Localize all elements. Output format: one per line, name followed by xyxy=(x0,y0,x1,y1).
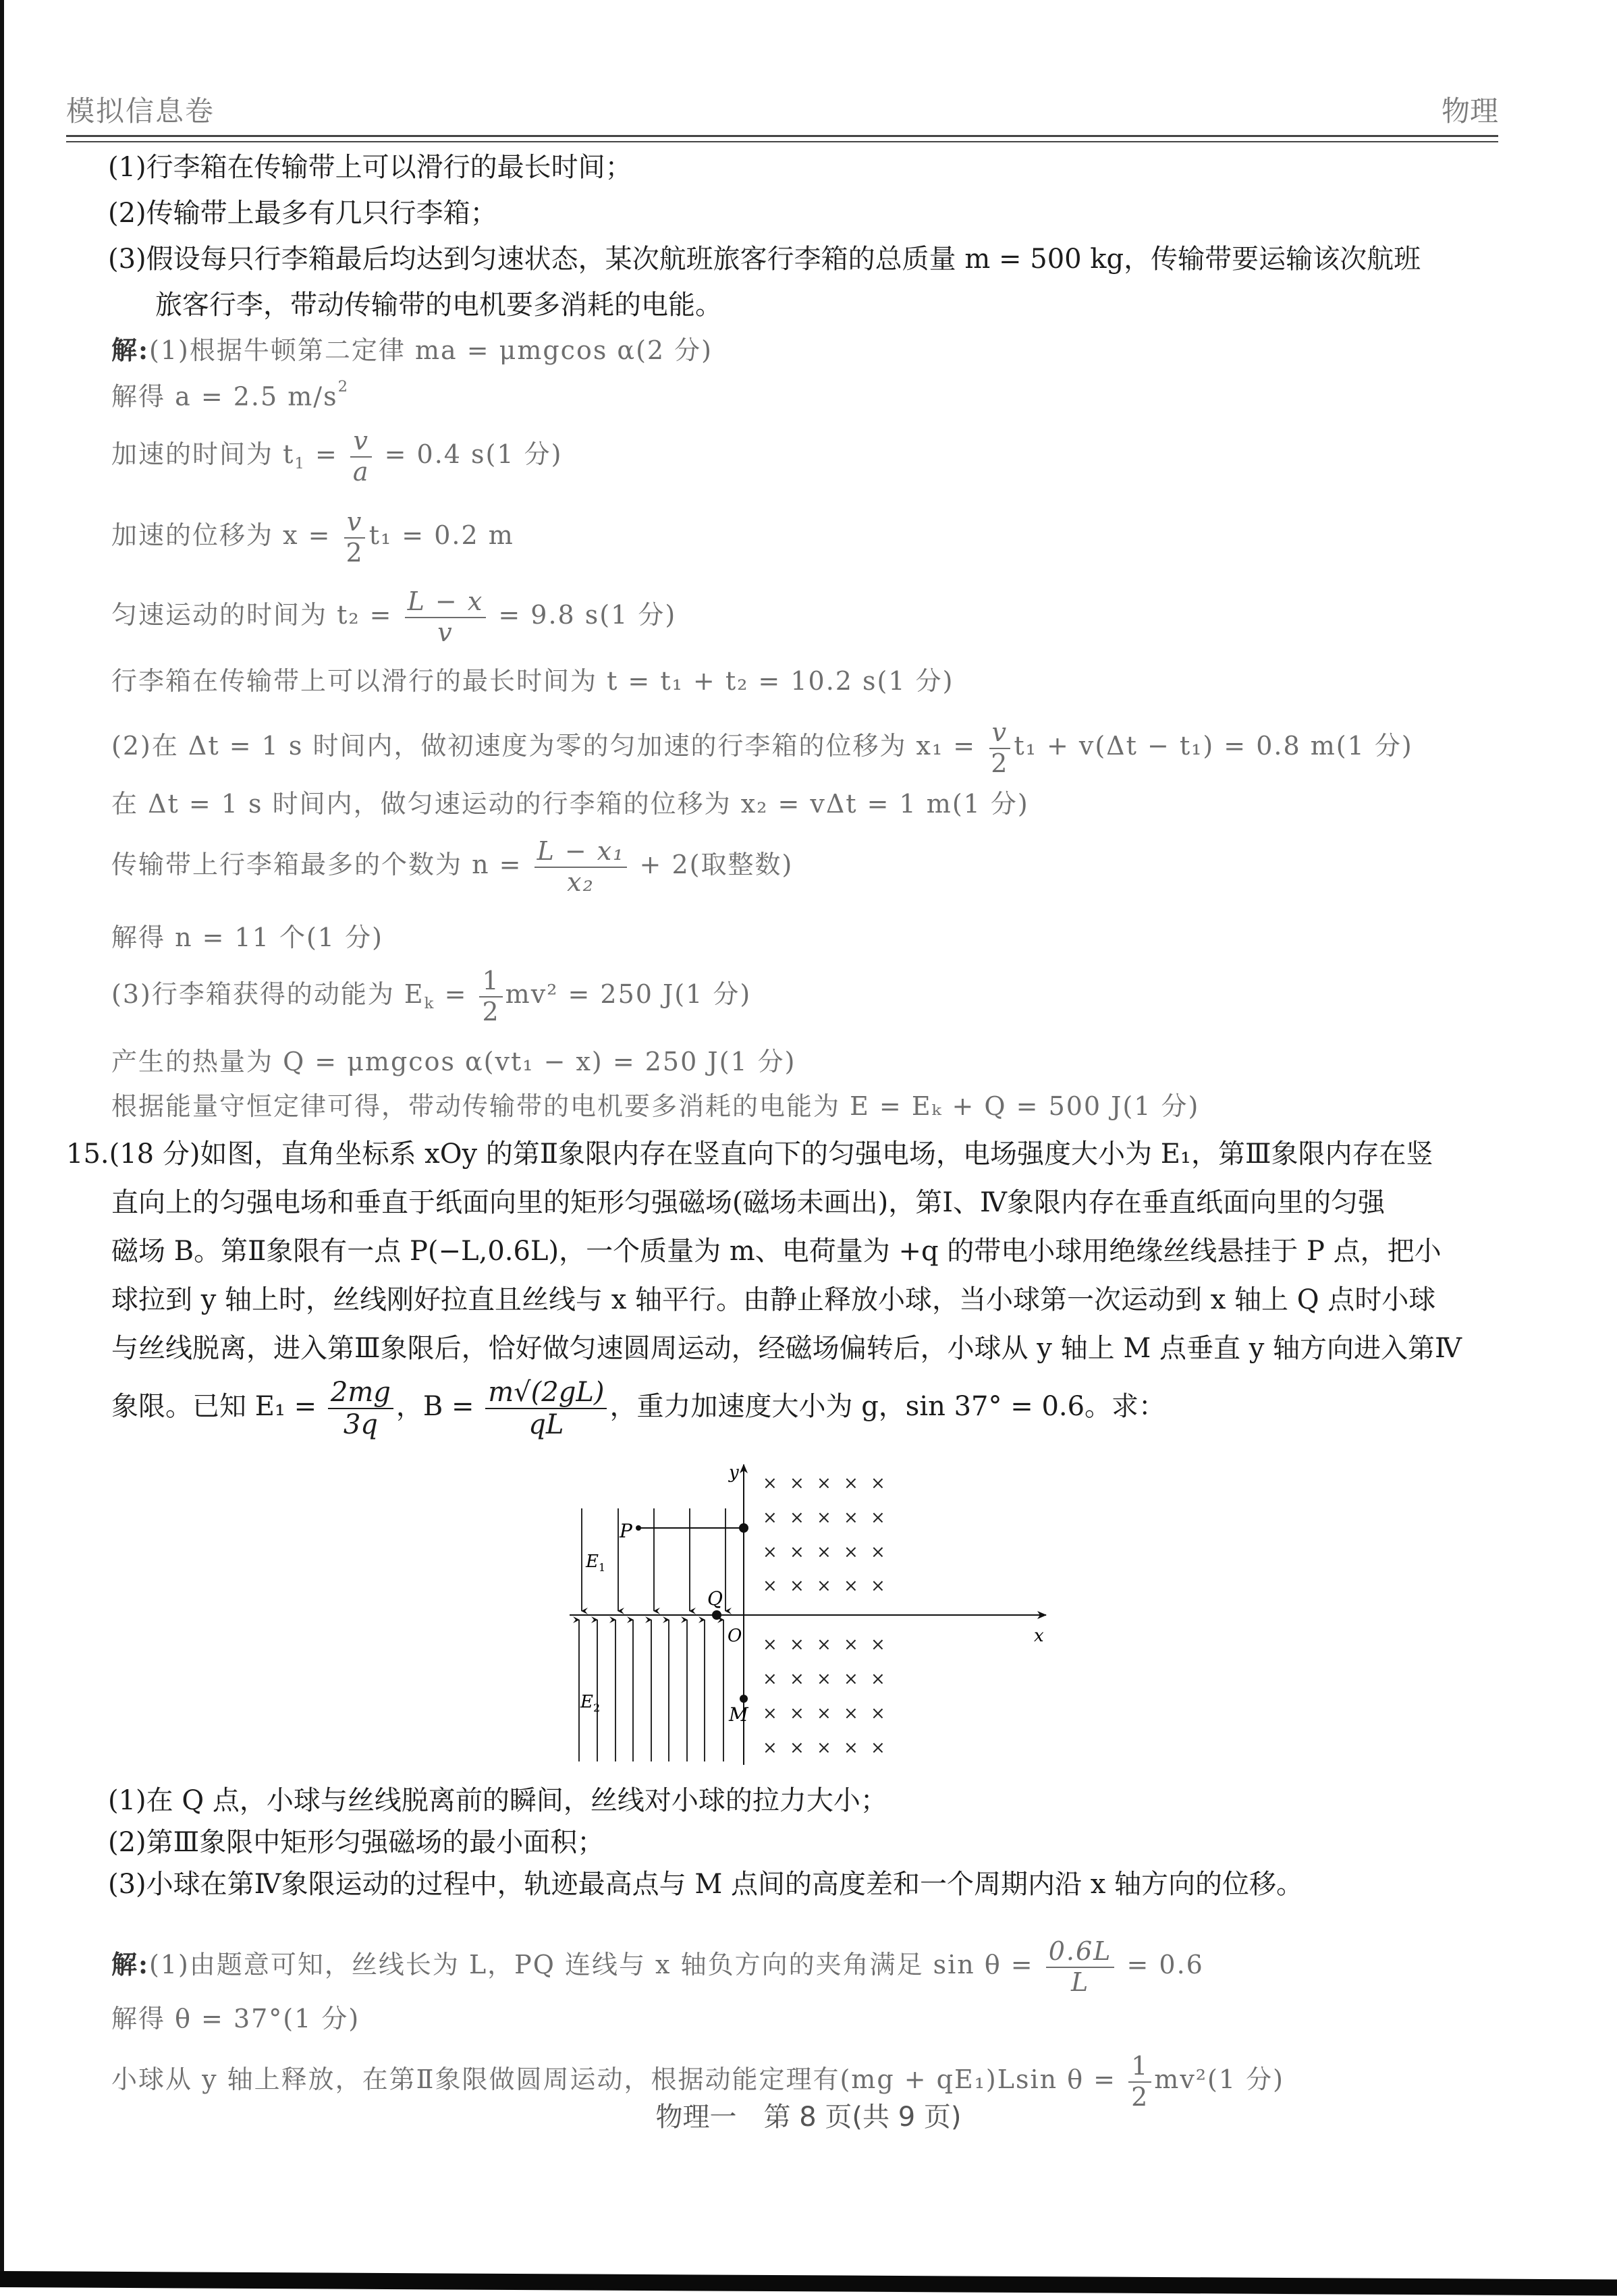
equals: = xyxy=(305,439,348,470)
solution-text: + 2(取整数) xyxy=(630,850,794,880)
denominator: 2 xyxy=(482,996,500,1027)
numerator: L − x xyxy=(405,587,487,618)
question-text: ，B = xyxy=(395,1391,483,1422)
cross-icon: × xyxy=(871,1669,885,1689)
cross-icon: × xyxy=(763,1542,777,1562)
solution-text: t₁ = 0.2 m xyxy=(368,520,514,551)
q15-part-1: (1)在 Q 点，小球与丝线脱离前的瞬间，丝线对小球的拉力大小； xyxy=(108,1785,887,1816)
q14-solution-line-12: 产生的热量为 Q = μmgcos α(vt₁ − x) = 250 J(1 分) xyxy=(111,1047,796,1076)
cross-icon: × xyxy=(763,1738,777,1758)
cross-icon: × xyxy=(817,1542,831,1562)
numerator: 2mg xyxy=(328,1377,393,1409)
solution-text: mv² = 250 J(1 分) xyxy=(505,979,752,1010)
solution-text: = 9.8 s(1 分) xyxy=(489,600,677,630)
q15-stem-line-6 xyxy=(111,1377,1166,1440)
cross-icon: × xyxy=(844,1635,858,1655)
header-series-title: 模拟信息卷 xyxy=(66,94,215,128)
point-p xyxy=(636,1525,641,1531)
q14-solution-line-13: 根据能量守恒定律可得，带动传输带的电机要多消耗的电能为 E = Eₖ + Q = 500 J(1 分) xyxy=(111,1091,1200,1121)
solution-text: 解得 a = 2.5 m/s xyxy=(111,381,338,412)
cross-icon: × xyxy=(817,1473,831,1494)
e2-field-lines xyxy=(579,1620,723,1761)
q14-solution-line-10: 解得 n = 11 个(1 分) xyxy=(111,923,383,952)
numerator: v xyxy=(344,508,365,539)
q15-part-2: (2)第Ⅲ象限中矩形匀强磁场的最小面积； xyxy=(108,1827,605,1858)
denominator: a xyxy=(352,456,370,487)
cross-icon: × xyxy=(844,1669,858,1689)
cross-icon: × xyxy=(871,1473,885,1494)
cross-icon: × xyxy=(790,1669,804,1689)
e1-label: $E_1$ xyxy=(586,1552,606,1574)
numerator: 1 xyxy=(479,966,502,997)
question-text: 象限。已知 E₁ = xyxy=(111,1391,325,1422)
fraction xyxy=(405,587,487,647)
denominator: L xyxy=(1070,1967,1090,1997)
q14-solution-line-5 xyxy=(111,587,676,647)
cross-icon: × xyxy=(763,1635,777,1655)
q14-part-3: (3)假设每只行李箱最后均达到匀速状态，某次航班旅客行李箱的总质量 m = 500 kg，传输带要运输该次航班 xyxy=(108,244,1421,275)
cross-icon: × xyxy=(844,1576,858,1596)
q15-stem-line-3: 磁场 B。第Ⅱ象限有一点 P(−L,0.6L)，一个质量为 m、电荷量为 +q 的带电小球用绝缘丝线悬挂于 P 点，把小 xyxy=(111,1236,1442,1267)
scan-edge-bottom xyxy=(0,2271,1617,2296)
q14-solution-line-11 xyxy=(111,966,751,1027)
denominator: 2 xyxy=(346,537,364,568)
q14-solution-line-2 xyxy=(111,379,349,410)
point-m xyxy=(740,1695,748,1703)
denominator: qL xyxy=(528,1409,564,1440)
subscript: k xyxy=(424,995,435,1013)
field-diagram xyxy=(560,1451,1053,1775)
fraction xyxy=(479,966,502,1027)
numerator: 1 xyxy=(1128,2052,1151,2083)
q15-solution-line-1 xyxy=(111,1937,1204,1997)
solution-label: 解: xyxy=(111,1949,150,1980)
solution-text: (2)在 Δt = 1 s 时间内，做初速度为零的匀加速的行李箱的位移为 x₁ = xyxy=(111,731,986,761)
denominator: 2 xyxy=(1131,2081,1149,2112)
solution-text: = 0.6 xyxy=(1117,1950,1204,1980)
q14-solution-line-4 xyxy=(111,508,514,568)
q15-stem-line-5: 与丝线脱离，进入第Ⅲ象限后，恰好做匀速圆周运动，经磁场偏转后，小球从 y 轴上 M 点垂直 y 轴方向进入第Ⅳ xyxy=(111,1333,1462,1364)
numerator: v xyxy=(350,427,371,458)
q15-part-3: (3)小球在第Ⅳ象限运动的过程中，轨迹最高点与 M 点间的高度差和一个周期内沿 x 轴方向的位移。 xyxy=(108,1869,1303,1900)
question-text: 如图，直角坐标系 xOy 的第Ⅱ象限内存在竖直向下的匀强电场，电场强度大小为 E₁，第Ⅲ象限内存在竖 xyxy=(200,1139,1433,1170)
numerator: L − x₁ xyxy=(535,837,628,868)
scan-edge xyxy=(0,0,4,2287)
cross-icon: × xyxy=(790,1703,804,1724)
cross-icon: × xyxy=(790,1542,804,1562)
cross-icon: × xyxy=(790,1635,804,1655)
cross-icon: × xyxy=(817,1508,831,1528)
page-footer: 物理一 第 8 页(共 9 页) xyxy=(655,2102,962,2133)
cross-icon: × xyxy=(763,1508,777,1528)
numerator: v xyxy=(989,718,1010,749)
cross-icon: × xyxy=(790,1508,804,1528)
cross-icon: × xyxy=(817,1738,831,1758)
p-label: P xyxy=(620,1520,632,1542)
x-label: x xyxy=(1034,1626,1044,1646)
subscript: 1 xyxy=(294,455,306,473)
cross-icon: × xyxy=(763,1703,777,1724)
q14-solution-line-1 xyxy=(111,337,713,363)
denominator: 3q xyxy=(343,1409,378,1440)
fraction-b xyxy=(485,1377,607,1440)
q14-part-3-cont: 旅客行李，带动传输带的电机要多消耗的电能。 xyxy=(155,290,722,321)
numerator: m√(2gL) xyxy=(485,1377,607,1409)
solution-text: 加速的时间为 t xyxy=(111,439,295,470)
cross-icon: × xyxy=(871,1738,885,1758)
header-subject: 物理 xyxy=(1441,94,1498,128)
fraction xyxy=(344,508,366,568)
q-label: Q xyxy=(707,1587,723,1610)
page-header xyxy=(66,89,1498,130)
cross-icon: × xyxy=(871,1542,885,1562)
cross-icon: × xyxy=(790,1473,804,1494)
solution-text: (1)由题意可知，丝线长为 L，PQ 连线与 x 轴负方向的夹角满足 sin θ = xyxy=(149,1950,1043,1980)
cross-icon: × xyxy=(844,1508,858,1528)
numerator: 0.6L xyxy=(1046,1937,1115,1968)
superscript: 2 xyxy=(337,378,350,395)
cross-icon: × xyxy=(817,1669,831,1689)
solution-text: t₁ + v(Δt − t₁) = 0.8 m(1 分) xyxy=(1014,731,1413,761)
e2-label: $E_2$ xyxy=(580,1692,601,1714)
cross-icon: × xyxy=(871,1703,885,1724)
cross-icon: × xyxy=(790,1738,804,1758)
solution-text: = 0.4 s(1 分) xyxy=(375,439,563,470)
q14-solution-line-7 xyxy=(111,718,1413,778)
cross-icon: × xyxy=(790,1576,804,1596)
q14-part-1: (1)行李箱在传输带上可以滑行的最长时间； xyxy=(108,152,632,183)
q14-solution-line-8: 在 Δt = 1 s 时间内，做匀速运动的行李箱的位移为 x₂ = vΔt = 1 m(1 分) xyxy=(111,789,1029,819)
cross-icon: × xyxy=(817,1635,831,1655)
denominator: 2 xyxy=(991,748,1009,778)
point-q xyxy=(712,1610,721,1620)
q15-stem-line-2: 直向上的匀强电场和垂直于纸面向里的矩形匀强磁场(磁场未画出)，第Ⅰ、Ⅳ象限内存在垂直纸面向里的匀强 xyxy=(111,1187,1385,1218)
cross-icon: × xyxy=(844,1703,858,1724)
cross-icon: × xyxy=(817,1703,831,1724)
q14-solution-line-9 xyxy=(111,837,793,897)
q14-solution-line-6: 行李箱在传输带上可以滑行的最长时间为 t = t₁ + t₂ = 10.2 s(1 分) xyxy=(111,666,954,696)
q14-part-2: (2)传输带上最多有几只行李箱； xyxy=(108,198,497,229)
solution-text: (1)根据牛顿第二定律 ma = μmgcos α(2 分) xyxy=(149,335,713,365)
question-text: ，重力加速度大小为 g，sin 37° = 0.6。求： xyxy=(609,1391,1166,1422)
m-label: M xyxy=(729,1703,748,1726)
fraction xyxy=(350,427,373,487)
ball-start xyxy=(739,1523,748,1533)
cross-icon: × xyxy=(763,1576,777,1596)
question-number: 15. xyxy=(66,1139,109,1170)
denominator: x₂ xyxy=(567,867,595,897)
q15-stem-line-4: 球拉到 y 轴上时，丝线刚好拉直且丝线与 x 轴平行。由静止释放小球，当小球第一次运动到 x 轴上 Q 点时小球 xyxy=(111,1284,1436,1315)
e1-field-lines xyxy=(582,1508,725,1611)
cross-icon: × xyxy=(763,1473,777,1494)
cross-icon: × xyxy=(871,1508,885,1528)
solution-label: 解: xyxy=(111,335,150,365)
cross-icon: × xyxy=(763,1669,777,1689)
header-rule-top xyxy=(66,135,1498,137)
equals: = xyxy=(435,979,477,1010)
fraction-e1 xyxy=(328,1377,393,1440)
solution-text: 匀速运动的时间为 t₂ = xyxy=(111,600,402,630)
solution-text: (3)行李箱获得的动能为 E xyxy=(111,979,424,1010)
fraction xyxy=(535,837,628,897)
header-rule-bottom xyxy=(66,141,1498,142)
q15-solution-line-2: 解得 θ = 37°(1 分) xyxy=(111,2004,360,2033)
q14-solution-line-3 xyxy=(111,427,562,487)
fraction xyxy=(988,718,1011,778)
fraction xyxy=(1046,1937,1115,1997)
question-points: (18 分) xyxy=(109,1139,200,1170)
denominator: v xyxy=(437,617,454,647)
cross-icon: × xyxy=(817,1576,831,1596)
solution-text: 小球从 y 轴上释放，在第Ⅱ象限做圆周运动，根据动能定理有(mg + qE₁)Lsin θ = xyxy=(111,2065,1126,2095)
solution-text: mv²(1 分) xyxy=(1154,2065,1284,2095)
solution-text: 传输带上行李箱最多的个数为 n = xyxy=(111,850,532,880)
cross-icon: × xyxy=(844,1542,858,1562)
cross-icon: × xyxy=(871,1635,885,1655)
q15-stem-line-1 xyxy=(66,1141,1433,1168)
solution-text: 加速的位移为 x = xyxy=(111,520,341,551)
cross-icon: × xyxy=(844,1473,858,1494)
y-label: y xyxy=(729,1463,739,1483)
cross-icon: × xyxy=(871,1576,885,1596)
cross-icon: × xyxy=(844,1738,858,1758)
origin-label: O xyxy=(728,1626,742,1646)
